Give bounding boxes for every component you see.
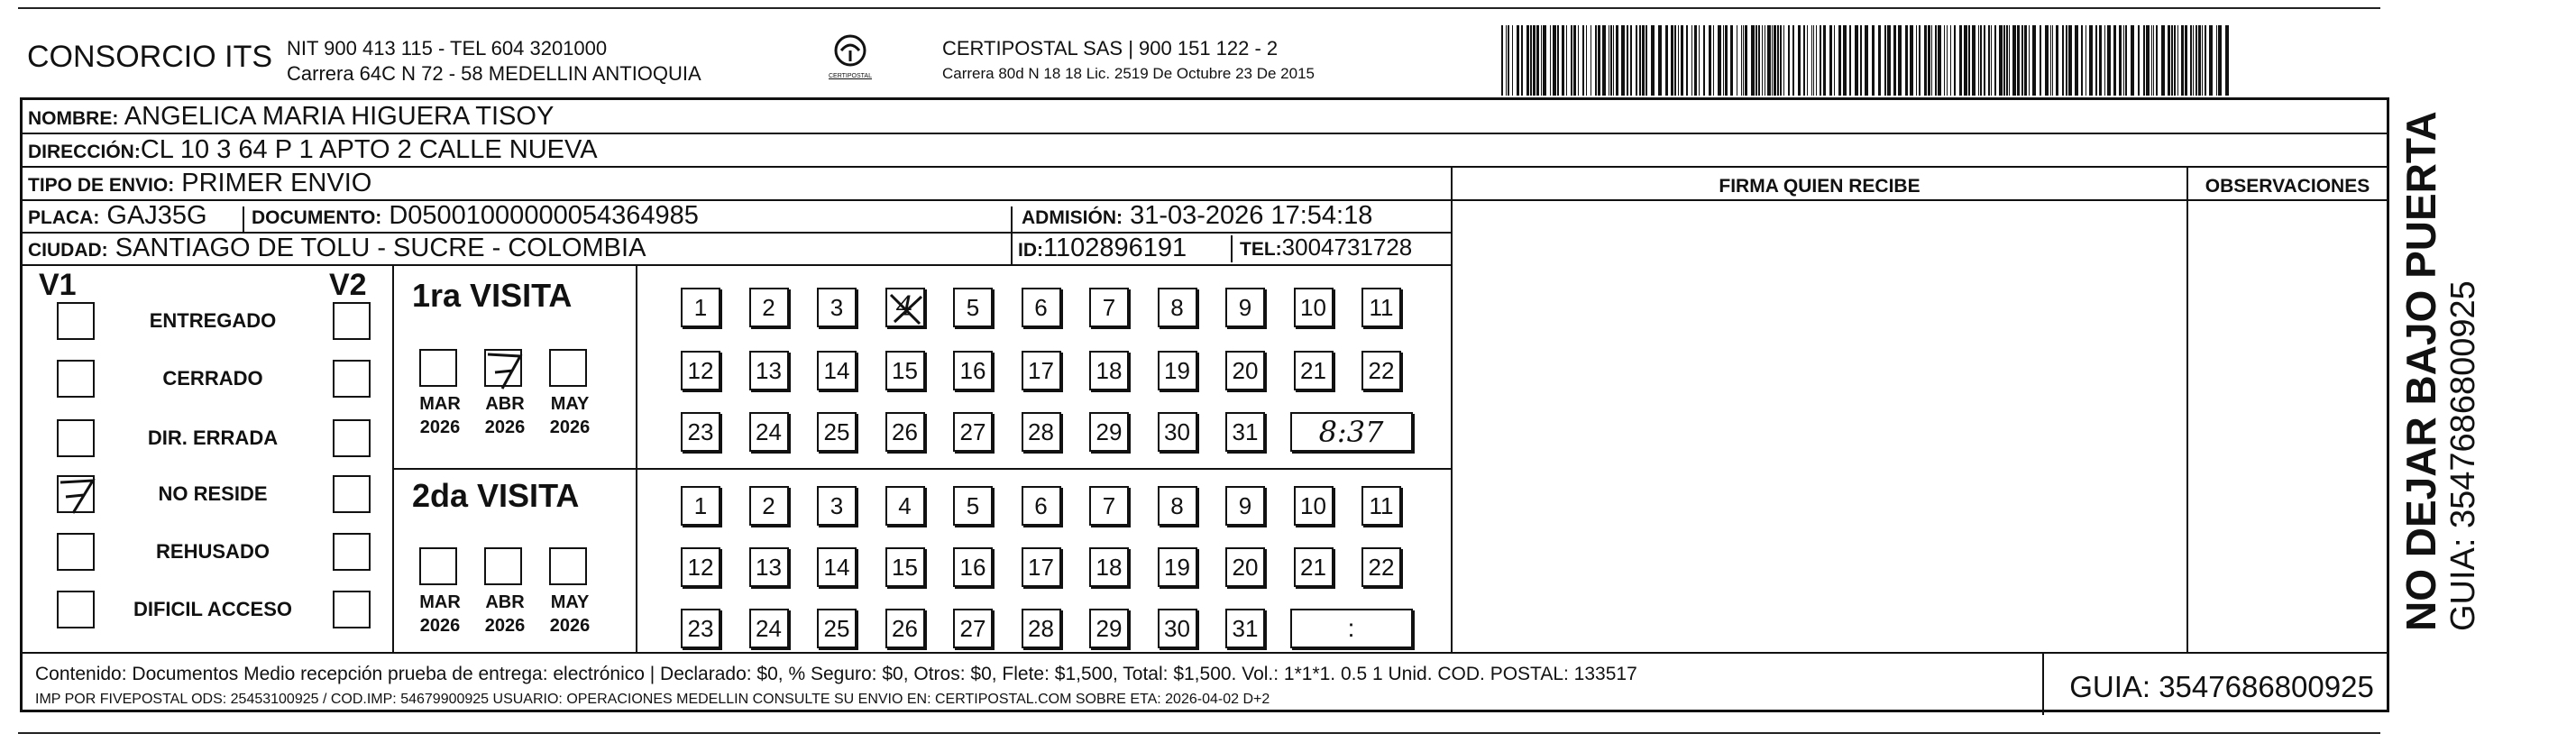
visit2-day-13[interactable]: 13: [749, 547, 789, 587]
rule: [1011, 206, 1013, 264]
direccion-field: [28, 135, 598, 165]
visit1-day-5[interactable]: 5: [953, 288, 993, 327]
status-label: NO RESIDE: [158, 482, 268, 505]
visit1-day-26[interactable]: 26: [885, 412, 925, 452]
visit2-day-29[interactable]: 29: [1089, 609, 1129, 648]
ciudad-label: CIUDAD:: [28, 240, 108, 261]
id-value: 1102896191: [1043, 234, 1187, 262]
visit2-day-1[interactable]: 1: [681, 486, 720, 526]
visit1-month-checkbox[interactable]: [484, 349, 522, 387]
visit2-day-21[interactable]: 21: [1294, 547, 1334, 587]
visit2-day-18[interactable]: 18: [1089, 547, 1129, 587]
handwritten-day: 4: [895, 291, 914, 323]
visit2-day-16[interactable]: 16: [953, 547, 993, 587]
documento-label: DOCUMENTO:: [252, 207, 382, 228]
documento-value: D05001000000054364985: [389, 201, 699, 230]
visit2-title: 2da VISITA: [412, 477, 580, 514]
barcode: [1501, 25, 2232, 96]
visit1-day-12[interactable]: 12: [681, 351, 720, 390]
status-label: DIR. ERRADA: [147, 426, 279, 449]
rule: [243, 206, 244, 232]
handwritten-mark-icon: [885, 288, 927, 329]
visit1-time-value: 8:37: [1318, 415, 1384, 449]
month-label: [475, 392, 535, 439]
visit2-day-3[interactable]: 3: [817, 486, 857, 526]
visit1-time-box[interactable]: [1290, 412, 1413, 452]
month-label: [410, 591, 470, 637]
month-name: ABR: [485, 394, 525, 414]
visit2-day-12[interactable]: 12: [681, 547, 720, 587]
visit1-day-24[interactable]: 24: [749, 412, 789, 452]
month-year: 2026: [549, 616, 591, 636]
month-name: MAR: [419, 592, 461, 612]
v1-checkbox-rehusado[interactable]: [57, 533, 95, 571]
month-year: 2026: [484, 417, 526, 437]
visit2-day-27[interactable]: 27: [953, 609, 993, 648]
month-label: [540, 392, 600, 439]
visit1-month-checkbox[interactable]: [419, 349, 457, 387]
admision-value: 31-03-2026 17:54:18: [1130, 201, 1373, 230]
visit1-day-9[interactable]: 9: [1225, 288, 1265, 327]
side-text: [2398, 111, 2483, 631]
license-line: Carrera 80d N 18 18 Lic. 2519 De Octubre 23 De 2015: [942, 65, 1315, 82]
nombre-value: ANGELICA MARIA HIGUERA TISOY: [124, 102, 555, 131]
visit1-day-14[interactable]: 14: [817, 351, 857, 390]
visit2-day-10[interactable]: 10: [1294, 486, 1334, 526]
rule: [2186, 166, 2188, 652]
certipostal-info: [942, 36, 1315, 87]
id-field: [1018, 234, 1187, 263]
status-label: REHUSADO: [156, 540, 270, 563]
rule: [636, 264, 637, 652]
visit2-day-6[interactable]: 6: [1022, 486, 1061, 526]
logo-label: CERTIPOSTAL: [829, 73, 872, 79]
visit1-day-21[interactable]: 21: [1294, 351, 1334, 390]
rule: [2042, 652, 2044, 715]
certipostal-logo: [819, 32, 882, 87]
month-year: 2026: [419, 616, 461, 636]
visit2-month-checkbox[interactable]: [549, 547, 587, 585]
month-year: 2026: [419, 417, 461, 437]
logo-icon: [832, 32, 868, 69]
visit1-day-2[interactable]: 2: [749, 288, 789, 327]
delivery-form: [20, 97, 2389, 712]
month-year: 2026: [549, 417, 591, 437]
visit2-day-14[interactable]: 14: [817, 547, 857, 587]
visit1-day-7[interactable]: 7: [1089, 288, 1129, 327]
visit1-day-31[interactable]: 31: [1225, 412, 1265, 452]
ciudad-field: [28, 234, 646, 263]
visit2-day-9[interactable]: 9: [1225, 486, 1265, 526]
firma-header: FIRMA QUIEN RECIBE: [1719, 176, 1921, 197]
id-label: ID:: [1018, 240, 1043, 261]
visit2-day-7[interactable]: 7: [1089, 486, 1129, 526]
direccion-value: CL 10 3 64 P 1 APTO 2 CALLE NUEVA: [140, 135, 598, 164]
visit1-day-13[interactable]: 13: [749, 351, 789, 390]
status-label: CERRADO: [162, 367, 263, 390]
visit2-day-15[interactable]: 15: [885, 547, 925, 587]
company-info: [287, 36, 701, 87]
side-guia: GUIA: 3547686800925: [2444, 280, 2482, 631]
visit2-day-4[interactable]: 4: [885, 486, 925, 526]
ciudad-value: SANTIAGO DE TOLU - SUCRE - COLOMBIA: [115, 234, 646, 262]
tel-label: TEL:: [1240, 239, 1282, 260]
tel-field: [1240, 234, 1412, 261]
month-name: ABR: [485, 592, 525, 612]
v2-checkbox-dificil-acceso[interactable]: [333, 591, 371, 628]
month-name: MAR: [419, 394, 461, 414]
status-label: ENTREGADO: [149, 309, 277, 332]
documento-field: [252, 201, 699, 231]
v1-label: V1: [39, 268, 77, 302]
visit2-day-26[interactable]: 26: [885, 609, 925, 648]
visit1-day-28[interactable]: 28: [1022, 412, 1061, 452]
placa-value: GAJ35G: [106, 201, 207, 230]
visit1-day-15[interactable]: 15: [885, 351, 925, 390]
visit2-day-30[interactable]: 30: [1158, 609, 1197, 648]
visit1-day-3[interactable]: 3: [817, 288, 857, 327]
visit2-day-22[interactable]: 22: [1361, 547, 1401, 587]
rule: [23, 166, 2387, 168]
v1-checkbox-cerrado[interactable]: [57, 360, 95, 398]
visit2-time-box[interactable]: [1290, 609, 1413, 648]
rule: [1451, 166, 1453, 652]
month-name: MAY: [550, 592, 590, 612]
visit2-day-17[interactable]: 17: [1022, 547, 1061, 587]
visit2-month-checkbox[interactable]: [419, 547, 457, 585]
visit2-time-value: :: [1347, 614, 1355, 642]
status-label: DIFICIL ACCESO: [133, 598, 292, 620]
observaciones-header: OBSERVACIONES: [2205, 176, 2370, 197]
v2-checkbox-no-reside[interactable]: [333, 475, 371, 513]
visit1-day-4[interactable]: [885, 288, 925, 327]
visit1-month-checkbox[interactable]: [549, 349, 587, 387]
month-label: [540, 591, 600, 637]
month-year: 2026: [484, 616, 526, 636]
visit2-day-25[interactable]: 25: [817, 609, 857, 648]
address-line: Carrera 64C N 72 - 58 MEDELLIN ANTIOQUIA: [287, 62, 701, 85]
nit-line: NIT 900 413 115 - TEL 604 3201000: [287, 37, 608, 60]
print-info-line: IMP POR FIVEPOSTAL ODS: 25453100925 / COD.IMP: 54679900925 USUARIO: OPERACIONES MEDELLIN CONSULTE SU ENVIO EN: CERTIPOSTAL.COM SOBRE ETA: 2026-04-02 D+2: [35, 692, 1270, 707]
visit1-day-11[interactable]: 11: [1361, 288, 1401, 327]
v2-label: V2: [329, 268, 367, 302]
visit2-day-31[interactable]: 31: [1225, 609, 1265, 648]
contents-line: Contenido: Documentos Medio recepción prueba de entrega: electrónico | Declarado: $0, % Seguro: $0, Otros: $0, Flete: $1,500, Total: $1,500. Vol.: 1*1*1. 0.5 1 Unid. COD. POSTAL: 133517: [35, 664, 1637, 684]
visit1-day-23[interactable]: 23: [681, 412, 720, 452]
visit2-day-8[interactable]: 8: [1158, 486, 1197, 526]
visit2-day-28[interactable]: 28: [1022, 609, 1061, 648]
tipo-envio-field: [28, 169, 371, 198]
tipo-label: TIPO DE ENVIO:: [28, 175, 175, 196]
visit1-day-30[interactable]: 30: [1158, 412, 1197, 452]
rule: [23, 652, 2387, 654]
visit2-day-24[interactable]: 24: [749, 609, 789, 648]
certipostal-line: CERTIPOSTAL SAS | 900 151 122 - 2: [942, 37, 1279, 60]
visit2-day-11[interactable]: 11: [1361, 486, 1401, 526]
v2-checkbox-entregado[interactable]: [333, 302, 371, 340]
visit2-day-20[interactable]: 20: [1225, 547, 1265, 587]
tipo-value: PRIMER ENVIO: [181, 169, 372, 197]
v1-checkbox-entregado[interactable]: [57, 302, 95, 340]
header: [18, 25, 2380, 97]
guia-number: GUIA: 3547686800925: [2069, 670, 2374, 703]
visit1-day-10[interactable]: 10: [1294, 288, 1334, 327]
nombre-label: NOMBRE:: [28, 108, 119, 129]
visit1-day-29[interactable]: 29: [1089, 412, 1129, 452]
visit2-day-23[interactable]: 23: [681, 609, 720, 648]
month-label: [410, 392, 470, 439]
visit1-day-25[interactable]: 25: [817, 412, 857, 452]
visit2-month-checkbox[interactable]: [484, 547, 522, 585]
visit1-day-17[interactable]: 17: [1022, 351, 1061, 390]
visit1-title: 1ra VISITA: [412, 277, 573, 314]
v1-checkbox-no-reside[interactable]: [57, 475, 95, 513]
v2-checkbox-dir-errada[interactable]: [333, 419, 371, 457]
v1-checkbox-dificil-acceso[interactable]: [57, 591, 95, 628]
month-name: MAY: [550, 394, 590, 414]
rule: [392, 468, 1451, 470]
visit1-day-6[interactable]: 6: [1022, 288, 1061, 327]
top-rule: [18, 7, 2380, 9]
visit2-day-19[interactable]: 19: [1158, 547, 1197, 587]
visit1-day-18[interactable]: 18: [1089, 351, 1129, 390]
rule: [392, 264, 394, 652]
admision-label: ADMISIÓN:: [1022, 207, 1123, 228]
visit2-day-2[interactable]: 2: [749, 486, 789, 526]
nombre-field: [28, 102, 554, 132]
visit1-day-19[interactable]: 19: [1158, 351, 1197, 390]
visit2-day-5[interactable]: 5: [953, 486, 993, 526]
visit1-day-27[interactable]: 27: [953, 412, 993, 452]
brand-name: CONSORCIO ITS: [27, 40, 273, 74]
admision-field: [1022, 201, 1372, 231]
warning-text: NO DEJAR BAJO PUERTA: [2397, 111, 2444, 631]
tel-value: 3004731728: [1281, 234, 1413, 261]
placa-field: [28, 201, 207, 231]
v2-checkbox-rehusado[interactable]: [333, 533, 371, 571]
placa-label: PLACA:: [28, 207, 100, 228]
visit1-day-16[interactable]: 16: [953, 351, 993, 390]
handwritten-mark-icon: [57, 475, 98, 517]
visit1-day-22[interactable]: 22: [1361, 351, 1401, 390]
rule: [23, 133, 2387, 134]
v2-checkbox-cerrado[interactable]: [333, 360, 371, 398]
direccion-label: DIRECCIÓN:: [28, 142, 141, 162]
handwritten-mark-icon: [484, 349, 526, 390]
month-label: [475, 591, 535, 637]
rule: [1231, 235, 1233, 262]
visit1-day-1[interactable]: 1: [681, 288, 720, 327]
visit1-day-20[interactable]: 20: [1225, 351, 1265, 390]
rule: [23, 264, 1451, 266]
bottom-rule: [18, 732, 2380, 734]
visit1-day-8[interactable]: 8: [1158, 288, 1197, 327]
v1-checkbox-dir-errada[interactable]: [57, 419, 95, 457]
